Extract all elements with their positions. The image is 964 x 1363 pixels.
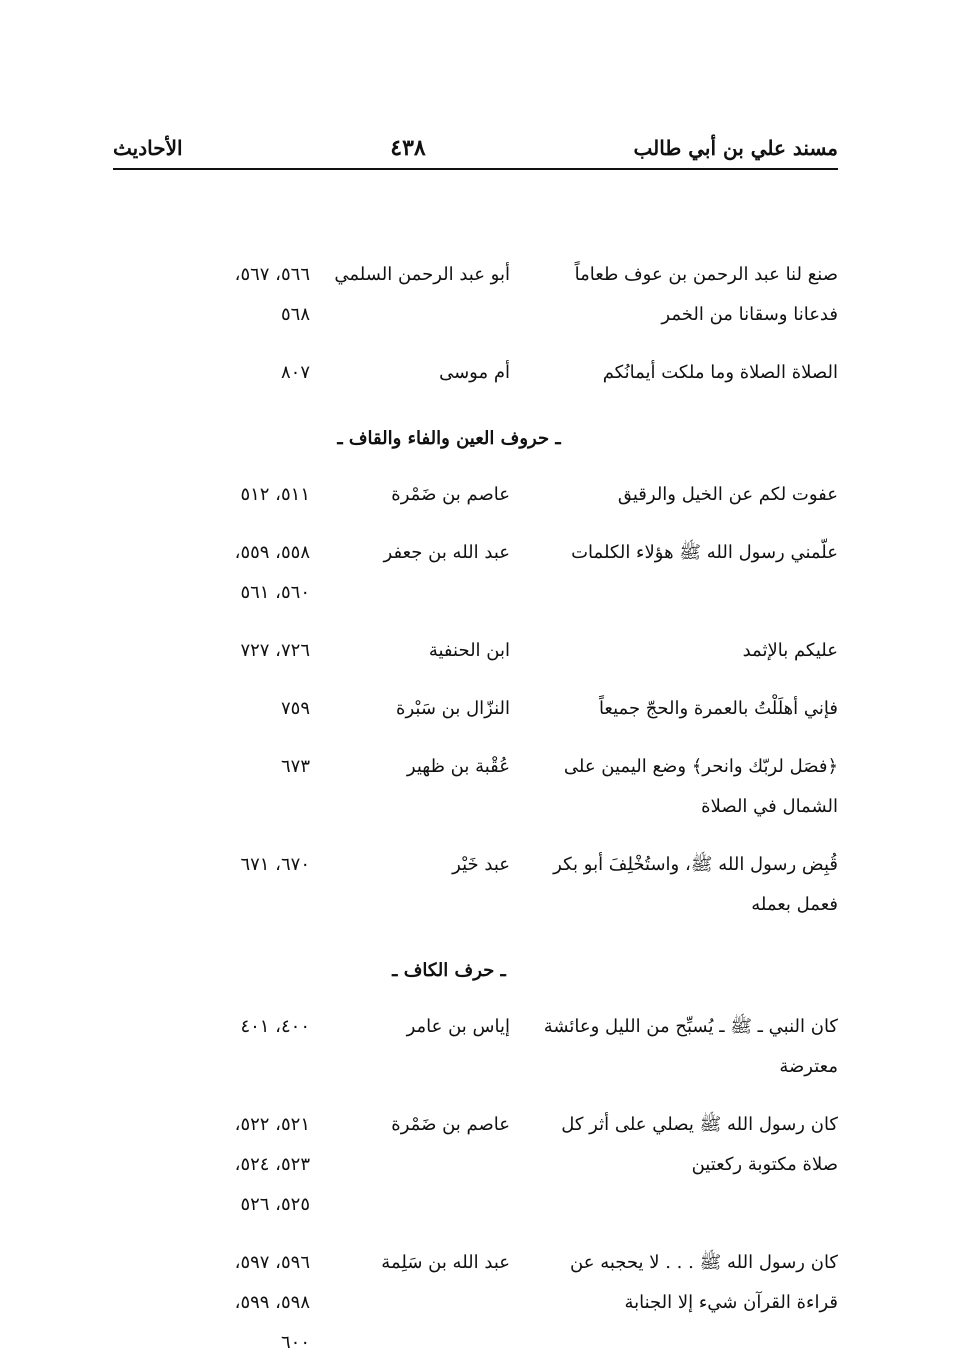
ref-number: ٥٢٥، ٥٢٦: [240, 1194, 310, 1215]
ref-number: ٧٥٩: [280, 698, 310, 719]
hadith-text: عفوت لكم عن الخيل والرقيق: [617, 484, 838, 505]
hadith-row: [100, 689, 838, 729]
hadith-narrator: عبد الله بن سَلِمة: [381, 1252, 510, 1273]
ref-number: ٥٦٨: [280, 304, 310, 325]
hadith-narrator: عبد خَيْر: [452, 854, 510, 875]
ref-number: ٥٩٨، ٥٩٩،: [234, 1292, 310, 1313]
ref-number: ٤٠٠، ٤٠١: [240, 1016, 310, 1037]
ref-number: ٧٢٦، ٧٢٧: [240, 640, 310, 661]
hadith-refs: [100, 845, 330, 925]
hadith-row: [100, 1007, 838, 1087]
ref-number: ٥٦٦، ٥٦٧،: [234, 264, 310, 285]
book-title: مسند علي بن أبي طالب: [633, 136, 838, 160]
hadith-row: [100, 353, 838, 393]
hadith-text: فإني أهلَلْتُ بالعمرة والحجّ جميعاً: [598, 698, 838, 719]
section-title: ـ حرف الكاف ـ: [392, 960, 506, 981]
hadith-refs: [100, 1105, 330, 1225]
ref-number: ٥٥٨، ٥٥٩،: [234, 542, 310, 563]
hadith-refs: [100, 747, 330, 827]
ref-number: ٥٢١، ٥٢٢،: [234, 1114, 310, 1135]
section-name: الأحاديث: [113, 136, 183, 160]
hadith-refs: [100, 475, 330, 515]
hadith-text: صنع لنا عبد الرحمن بن عوف طعاماً فدعانا وسقانا من الخمر: [574, 264, 838, 325]
ref-number: ٦٧٠، ٦٧١: [240, 854, 310, 875]
hadith-refs: [100, 353, 330, 393]
hadith-row: [100, 631, 838, 671]
hadith-narrator: النزّال بن سَبْرة: [396, 698, 510, 719]
hadith-group: [100, 255, 838, 393]
hadith-narrator: إياس بن عامر: [406, 1016, 510, 1037]
hadith-narrator: عاصم بن ضَمْرة: [391, 484, 510, 505]
section-title: ـ حروف العين والفاء والقاف ـ: [337, 428, 561, 449]
page-number: ٤٣٨: [390, 135, 426, 161]
ref-number: ٥٢٣، ٥٢٤،: [234, 1154, 310, 1175]
hadith-refs: [100, 631, 330, 671]
hadith-text: ﴿فصَل لربّك وانحر﴾ وضع اليمين على الشمال في الصلاة: [563, 756, 838, 817]
ref-number: ٥٦٠، ٥٦١: [240, 582, 310, 603]
hadith-narrator: ابن الحنفية: [428, 640, 510, 661]
hadith-text: علّمني رسول الله ﷺ هؤلاء الكلمات: [571, 542, 838, 563]
hadith-row: [100, 1243, 838, 1363]
hadith-refs: [100, 255, 330, 335]
ref-number: ٦٧٣: [280, 756, 310, 777]
ref-number: ٦٠٠: [280, 1332, 310, 1353]
hadith-narrator: عاصم بن ضَمْرة: [391, 1114, 510, 1135]
hadith-row: [100, 845, 838, 925]
hadith-text: عليكم بالإثمد: [742, 640, 838, 661]
hadith-refs: [100, 533, 330, 613]
hadith-index: [100, 255, 838, 1363]
hadith-refs: [100, 689, 330, 729]
hadith-text: كان رسول الله ﷺ . . . لا يحجبه عن قراءة القرآن شيء إلا الجنابة: [570, 1252, 838, 1313]
hadith-text: قُبِض رسول الله ﷺ، واستُخْلِفَ أبو بكر فعمل بعمله: [553, 854, 838, 915]
page-header: [113, 128, 838, 170]
hadith-narrator: عبد الله بن جعفر: [383, 542, 510, 563]
hadith-text: الصلاة الصلاة وما ملكت أيمانُكم: [602, 362, 838, 383]
ref-number: ٥١١، ٥١٢: [240, 484, 310, 505]
hadith-text: كان النبي ـ ﷺ ـ يُسبِّح من الليل وعائشة معترضة: [543, 1016, 838, 1077]
hadith-narrator: أم موسى: [439, 362, 510, 383]
hadith-row: [100, 255, 838, 335]
hadith-row: [100, 533, 838, 613]
hadith-refs: [100, 1243, 330, 1363]
hadith-group: [100, 475, 838, 925]
hadith-row: [100, 475, 838, 515]
hadith-text: كان رسول الله ﷺ يصلي على أثر كل صلاة مكتوبة ركعتين: [561, 1114, 838, 1175]
ref-number: ٨٠٧: [280, 362, 310, 383]
hadith-row: [100, 1105, 838, 1225]
hadith-narrator: أبو عبد الرحمن السلمي: [334, 264, 510, 285]
hadith-row: [100, 747, 838, 827]
hadith-group: [100, 1007, 838, 1363]
hadith-refs: [100, 1007, 330, 1087]
ref-number: ٥٩٦، ٥٩٧،: [234, 1252, 310, 1273]
hadith-narrator: عُقْبة بن ظهير: [406, 756, 510, 777]
